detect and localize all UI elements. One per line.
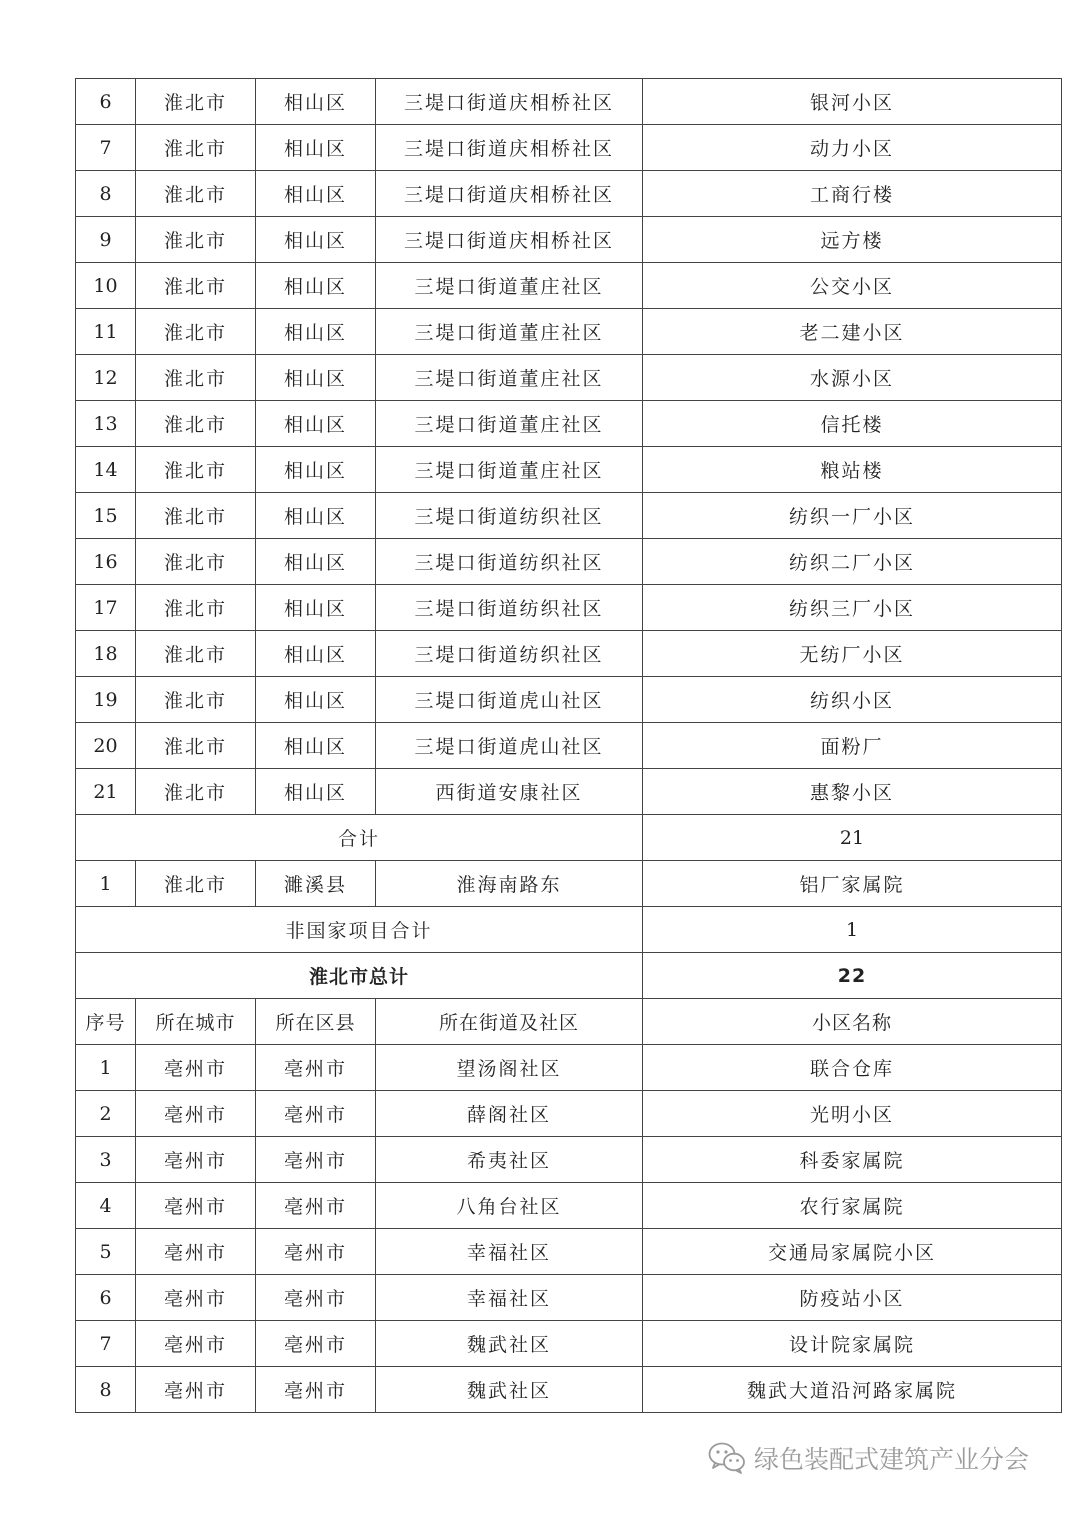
row-community-name: 魏武大道沿河路家属院 (643, 1367, 1062, 1413)
row-community-name: 铝厂家属院 (643, 861, 1062, 907)
row-community-name: 老二建小区 (643, 309, 1062, 355)
row-city: 淮北市 (136, 861, 256, 907)
row-number: 7 (76, 125, 136, 171)
row-number: 10 (76, 263, 136, 309)
subtotal-row (76, 815, 1062, 861)
row-street: 三堤口街道董庄社区 (376, 263, 643, 309)
row-district: 亳州市 (256, 1367, 376, 1413)
row-community-name: 信托楼 (643, 401, 1062, 447)
table-row (76, 1229, 1062, 1275)
row-street: 薛阁社区 (376, 1091, 643, 1137)
row-district: 相山区 (256, 631, 376, 677)
row-community-name: 公交小区 (643, 263, 1062, 309)
row-street: 三堤口街道纺织社区 (376, 493, 643, 539)
row-district: 相山区 (256, 79, 376, 125)
row-district: 相山区 (256, 171, 376, 217)
row-number: 13 (76, 401, 136, 447)
row-district: 相山区 (256, 447, 376, 493)
row-street: 希夷社区 (376, 1137, 643, 1183)
row-community-name: 防疫站小区 (643, 1275, 1062, 1321)
row-community-name: 惠黎小区 (643, 769, 1062, 815)
row-community-name: 面粉厂 (643, 723, 1062, 769)
row-community-name: 工商行楼 (643, 171, 1062, 217)
row-city: 淮北市 (136, 309, 256, 355)
row-district: 相山区 (256, 263, 376, 309)
table-row (76, 861, 1062, 907)
row-district: 相山区 (256, 493, 376, 539)
row-district: 亳州市 (256, 1229, 376, 1275)
table-row (76, 1321, 1062, 1367)
row-street: 望汤阁社区 (376, 1045, 643, 1091)
row-city: 亳州市 (136, 1229, 256, 1275)
row-street: 三堤口街道庆相桥社区 (376, 125, 643, 171)
row-city: 淮北市 (136, 769, 256, 815)
wechat-icon (708, 1441, 746, 1475)
row-city: 淮北市 (136, 631, 256, 677)
row-city: 淮北市 (136, 585, 256, 631)
row-street: 八角台社区 (376, 1183, 643, 1229)
table-row (76, 263, 1062, 309)
row-community-name: 粮站楼 (643, 447, 1062, 493)
table-row (76, 125, 1062, 171)
table-row (76, 493, 1062, 539)
row-district: 亳州市 (256, 1045, 376, 1091)
row-district: 相山区 (256, 769, 376, 815)
watermark (708, 1438, 1029, 1478)
table-row (76, 355, 1062, 401)
row-number: 4 (76, 1183, 136, 1229)
row-street: 幸福社区 (376, 1229, 643, 1275)
row-city: 淮北市 (136, 401, 256, 447)
row-city: 亳州市 (136, 1275, 256, 1321)
row-street: 三堤口街道董庄社区 (376, 401, 643, 447)
row-district: 亳州市 (256, 1183, 376, 1229)
row-district: 相山区 (256, 309, 376, 355)
table-row (76, 769, 1062, 815)
row-community-name: 农行家属院 (643, 1183, 1062, 1229)
row-district: 相山区 (256, 585, 376, 631)
row-number: 9 (76, 217, 136, 263)
row-street: 淮海南路东 (376, 861, 643, 907)
row-street: 魏武社区 (376, 1367, 643, 1413)
row-district: 相山区 (256, 217, 376, 263)
table-row (76, 631, 1062, 677)
row-number: 6 (76, 79, 136, 125)
row-community-name: 科委家属院 (643, 1137, 1062, 1183)
row-number: 12 (76, 355, 136, 401)
row-city: 淮北市 (136, 539, 256, 585)
row-community-name: 纺织三厂小区 (643, 585, 1062, 631)
table-row (76, 1091, 1062, 1137)
row-community-name: 无纺厂小区 (643, 631, 1062, 677)
section1-body (76, 79, 1062, 861)
row-city: 淮北市 (136, 723, 256, 769)
row-community-name: 设计院家属院 (643, 1321, 1062, 1367)
row-street: 三堤口街道纺织社区 (376, 631, 643, 677)
table-row (76, 677, 1062, 723)
table-row (76, 171, 1062, 217)
row-number: 8 (76, 171, 136, 217)
section3-body (76, 999, 1062, 1413)
row-street: 三堤口街道纺织社区 (376, 539, 643, 585)
row-city: 亳州市 (136, 1137, 256, 1183)
row-community-name: 联合仓库 (643, 1045, 1062, 1091)
table-row (76, 447, 1062, 493)
row-city: 亳州市 (136, 1367, 256, 1413)
row-community-name: 纺织一厂小区 (643, 493, 1062, 539)
row-city: 淮北市 (136, 677, 256, 723)
table-row (76, 1275, 1062, 1321)
row-number: 15 (76, 493, 136, 539)
table-row (76, 401, 1062, 447)
row-community-name: 交通局家属院小区 (643, 1229, 1062, 1275)
row-district: 相山区 (256, 723, 376, 769)
header-row (76, 999, 1062, 1045)
row-street: 魏武社区 (376, 1321, 643, 1367)
row-district: 亳州市 (256, 1321, 376, 1367)
row-number: 16 (76, 539, 136, 585)
table-row (76, 539, 1062, 585)
grand-total-row (76, 953, 1062, 999)
subtotal-label: 非国家项目合计 (76, 907, 643, 953)
row-district: 相山区 (256, 125, 376, 171)
row-street: 三堤口街道董庄社区 (376, 355, 643, 401)
section2-body (76, 861, 1062, 999)
row-city: 亳州市 (136, 1183, 256, 1229)
table-row (76, 1183, 1062, 1229)
row-street: 三堤口街道虎山社区 (376, 677, 643, 723)
row-street: 三堤口街道庆相桥社区 (376, 79, 643, 125)
row-city: 淮北市 (136, 171, 256, 217)
row-number: 11 (76, 309, 136, 355)
row-city: 亳州市 (136, 1321, 256, 1367)
row-district: 相山区 (256, 539, 376, 585)
row-city: 淮北市 (136, 217, 256, 263)
row-number: 14 (76, 447, 136, 493)
row-number: 19 (76, 677, 136, 723)
row-community-name: 纺织小区 (643, 677, 1062, 723)
row-district: 濉溪县 (256, 861, 376, 907)
row-street: 三堤口街道庆相桥社区 (376, 217, 643, 263)
row-community-name: 银河小区 (643, 79, 1062, 125)
row-number: 1 (76, 861, 136, 907)
row-number: 2 (76, 1091, 136, 1137)
subtotal-label: 合计 (76, 815, 643, 861)
header-street: 所在街道及社区 (376, 999, 643, 1045)
header-community-name: 小区名称 (643, 999, 1062, 1045)
row-community-name: 动力小区 (643, 125, 1062, 171)
row-number: 3 (76, 1137, 136, 1183)
subtotal-row (76, 907, 1062, 953)
row-district: 亳州市 (256, 1091, 376, 1137)
table-row (76, 79, 1062, 125)
row-street: 幸福社区 (376, 1275, 643, 1321)
row-district: 相山区 (256, 355, 376, 401)
row-community-name: 光明小区 (643, 1091, 1062, 1137)
row-district: 亳州市 (256, 1275, 376, 1321)
row-city: 淮北市 (136, 355, 256, 401)
row-city: 淮北市 (136, 125, 256, 171)
row-number: 8 (76, 1367, 136, 1413)
grand-total-value: 22 (643, 953, 1062, 999)
grand-total-label: 淮北市总计 (76, 953, 643, 999)
row-number: 5 (76, 1229, 136, 1275)
subtotal-value: 1 (643, 907, 1062, 953)
row-city: 淮北市 (136, 447, 256, 493)
row-street: 西街道安康社区 (376, 769, 643, 815)
row-number: 18 (76, 631, 136, 677)
row-street: 三堤口街道纺织社区 (376, 585, 643, 631)
row-city: 淮北市 (136, 79, 256, 125)
table-row (76, 723, 1062, 769)
table-row (76, 1045, 1062, 1091)
row-street: 三堤口街道庆相桥社区 (376, 171, 643, 217)
header-no: 序号 (76, 999, 136, 1045)
row-number: 1 (76, 1045, 136, 1091)
row-city: 淮北市 (136, 493, 256, 539)
row-community-name: 纺织二厂小区 (643, 539, 1062, 585)
table-row (76, 309, 1062, 355)
row-number: 21 (76, 769, 136, 815)
row-district: 相山区 (256, 677, 376, 723)
table-row (76, 585, 1062, 631)
row-street: 三堤口街道董庄社区 (376, 447, 643, 493)
header-city: 所在城市 (136, 999, 256, 1045)
row-city: 亳州市 (136, 1045, 256, 1091)
community-list-table (75, 78, 1062, 1413)
watermark-text: 绿色装配式建筑产业分会 (754, 1445, 1030, 1474)
table-row (76, 1137, 1062, 1183)
row-city: 淮北市 (136, 263, 256, 309)
table-row (76, 1367, 1062, 1413)
row-number: 20 (76, 723, 136, 769)
row-city: 亳州市 (136, 1091, 256, 1137)
table-row (76, 217, 1062, 263)
row-number: 6 (76, 1275, 136, 1321)
row-district: 相山区 (256, 401, 376, 447)
subtotal-value: 21 (643, 815, 1062, 861)
row-street: 三堤口街道董庄社区 (376, 309, 643, 355)
row-number: 17 (76, 585, 136, 631)
header-district: 所在区县 (256, 999, 376, 1045)
row-street: 三堤口街道虎山社区 (376, 723, 643, 769)
row-community-name: 远方楼 (643, 217, 1062, 263)
row-district: 亳州市 (256, 1137, 376, 1183)
row-community-name: 水源小区 (643, 355, 1062, 401)
row-number: 7 (76, 1321, 136, 1367)
